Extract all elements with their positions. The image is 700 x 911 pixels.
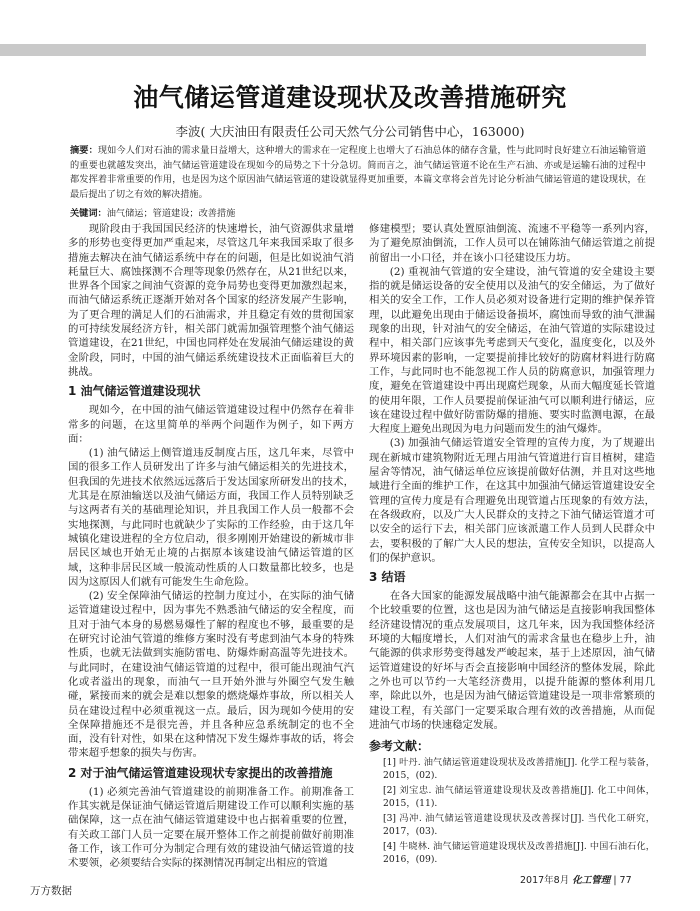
section-1-paragraph-2: (1) 油气储运上侧管道违反制度占压，这几年来，尽管中国的很多工作人员研发出了许多与油气储运相关的先进技术，但我国的先进技术依然远远落后于发达国家所研发出的技术，尤其是在原油输送以及油气储运方面，我国工作人员特别缺乏与这两者有关的基础理论知识，并且我国工作人员一般都不会实地探测，与此同时也就缺少了实际的工作经验，由于这几年城镇化建设进程的全方位启动，很多刚刚开始建设的新城市非居民区域也开始无止境的占据原本该建设油气储运管道的区域，这种非居民区域一般流动性质的人口数量都比较多，也是因为这原因人们就有可能发生生命危险。 bbox=[68, 447, 354, 588]
conclusion-heading: 3 结语 bbox=[369, 570, 406, 585]
author-line: 李波( 大庆油田有限责任公司天然气分公司销售中心，163000) bbox=[175, 124, 525, 139]
section-1-paragraph-3: (2) 安全保障油气储运的控制力度过小，在实际的油气储运管道建设过程中，因为事先不熟悉油气储运的安全程度，而且对于油气本身的易燃易爆性了解的程度也不够，最重要的是在研究讨论油气管道的维修方案时没有考虑到油气本身的特殊性质，也就无法做到实施防雷电、防爆炸耐高温等先进技术。与此同时，在建设油气储运管道的过程中，很可能出现油气汽化或者溢出的现象，而油气一旦开始外泄与外圈空气发生触碰，紧接而来的就会是难以想象的燃烧爆炸事故，所以相关人员在建设过程中必须重视这一点。最后，因为现如今使用的安全保障措施还不是很完善，并且各种应急系统制定的也不全面，没有针对性，如果在这种情况下发生爆炸事故的话，将会带来超乎想象的损失与伤害。 bbox=[68, 590, 354, 760]
keywords-label: 关键词： bbox=[70, 208, 107, 219]
reference-item: [3] 冯冲. 油气储运管道建设现状及改善探讨[J]. 当代化工研究，2017，(03). bbox=[383, 813, 655, 838]
reference-item: [4] 牛晓林. 油气储运管道建设现状及改善措施[J]. 中国石油石化，2016，(09). bbox=[383, 841, 655, 866]
page-number: 77 bbox=[619, 875, 632, 886]
section-2-heading: 2 对于油气储运管道建设现状专家提出的改善措施 bbox=[68, 765, 333, 780]
right-column bbox=[369, 222, 655, 868]
reference-item: [1] 叶丹. 油气储运管道建设现状及改善措施[J]. 化学工程与装备，2015，(02). bbox=[383, 757, 655, 782]
header-bar bbox=[0, 44, 646, 56]
section-2-paragraph-3: (3) 加强油气储运管道安全管理的宣传力度，为了规避出现在新城市建筑物附近无理占用油气管道进行盲目植树，建造屋舍等情况，油气储运单位应该提前做好估测，并且对这些地域进行全面的维护工作，在这其中加强油气储运管道建设安全管理的宣传力度是有合理避免出现管道占压现象的有效方法，在各级政府，以及广大人民群众的支持之下油气储运管道才可以安全的运行下去，相关部门应该派遣工作人员到人民群众中去，要积极的了解广大人民的想法，宣传安全知识，以提高人们的保护意识。 bbox=[369, 437, 655, 564]
abstract bbox=[70, 144, 646, 202]
section-2-paragraph-1: (1) 必须完善油气管道建设的前期准备工作。前期准备工作其实就是保证油气储运管道后期建设工作可以顺利实施的基础保障，这一点在油气储运管道建设中也占据着重要的位置，有关政工部门人员一定要在展开整体工作之前提前做好前期准备工作，该工作可分为制定合理有效的建设油气储运管道的技术要领，必须要结合实际的探测情况再制定出相应的管道 bbox=[68, 785, 354, 870]
page-title: 油气储运管道建设现状及改善措施研究 bbox=[133, 83, 567, 112]
issue-date: 2017年8月 bbox=[520, 875, 570, 886]
section-1-paragraph-1: 现如今，在中国的油气储运管道建设过程中仍然存在着非常多的问题，在这里简单的举两个问题作为例子，如下两方面： bbox=[68, 404, 354, 445]
footer-separator: | bbox=[613, 875, 617, 886]
references-list bbox=[369, 756, 655, 866]
abstract-label: 摘要： bbox=[70, 145, 98, 156]
keywords bbox=[70, 205, 646, 219]
journal-name: 化工管理 bbox=[572, 875, 611, 886]
references-heading: 参考文献： bbox=[369, 739, 430, 754]
watermark-text: 万方数据 bbox=[30, 885, 72, 897]
intro-paragraph: 现阶段由于我国国民经济的快速增长，油气资源供求量增多的形势也变得更加严重起来，尽管这几年来我国采取了很多措施去解决在油气储运系统中存在的问题，但是比如说油气消耗量巨大、腐蚀探测不合理等现象仍然存在，从21世纪以来，世界各个国家之间油气资源的竞争局势也变得更加激烈起来，而油气储运系统正逐渐开始对各个国家的经济发展产生影响，为了更合理的满足人们的石油需求，并且稳定有效的贯彻国家的可持续发展经济方针，相关部门就需加强管理整个油气储运管道建设，在21世纪，中国也同样处在发展油气储运建设的黄金阶段，同时，中国的油气储运系统建设技术正面临着巨大的挑战。 bbox=[68, 223, 354, 378]
section-2-paragraph-1-continued: 修建模型；要认真处置原油倒流、流速不平稳等一系列内容，为了避免原油倒流，工作人员可以在铺陈油气储运管道之前提前留出一小口径，并在该小口径建设压力坊。 bbox=[369, 223, 655, 264]
keywords-text: 油气储运；管道建设；改善措施 bbox=[106, 208, 236, 219]
reference-item: [2] 刘宝忠. 油气储运管道建设现状及改善措施[J]. 化工中间体，2015，(11). bbox=[383, 785, 655, 810]
page-footer bbox=[520, 872, 632, 886]
left-column bbox=[68, 222, 354, 870]
conclusion-paragraph: 在各大国家的能源发展战略中油气能源都会在其中占据一个比较重要的位置，这也是因为油气储运是直接影响我国整体经济建设情况的重点发展项目，这几年来，因为我国整体经济环境的大幅度增长，人们对油气的需求含量也在稳步上升，油气能源的供求形势变得越发严峻起来，基于上述原因，油气储运管道建设的好坏与否会直接影响中国经济的整体发展，除此之外也可以节约一大笔经济费用，以提升能源的整体利用几率，除此以外，也是因为油气储运管道建设是一项非常繁琐的建设工程，有关部门一定要采取合理有效的改善措施，从而促进油气市场的快速稳定发展。 bbox=[369, 590, 655, 731]
section-1-heading: 1 油气储运管道建设现状 bbox=[68, 384, 201, 399]
section-2-paragraph-2: (2) 重视油气管道的安全建设，油气管道的安全建设主要指的就是储运设备的安全使用以及油气的安全储运，为了做好相关的安全工作，工作人员必须对设备进行定期的维护保养管理，以此避免出现由于储运设备损坏，腐蚀而导致的油气泄漏现象的出现，针对油气的安全储运，在油气管道的实际建设过程中，相关部门应该事先考虑到天气变化，温度变化，以及外界环境因素的影响，一定要提前排比较好的防腐材料进行防腐工作，与此同时也不能忽视工作人员的防腐意识，加强管理力度，避免在管道建设中再出现腐烂现象，从而大幅度延长管道的使用年限，工作人员要提前保证油气可以顺利进行储运，应该在建设过程中做好防雷防爆的措施、要实时监测电源，在最大程度上避免出现因为电力问题而发生的油气爆炸。 bbox=[369, 265, 655, 436]
abstract-text: 现如今人们对石油的需求量日益增大，这种增大的需求在一定程度上也增大了石油总体的储存含量，性与此同时良好建立石油运输管道的重要也就越发突出，油气储运管道建设在现如今的局势之下十分急切。简而言之，油气储运管道不论在生产石油、亦或是运输石油的过程中都发挥着非常重要的作用，也是因为这个原因油气储运管道的建设就显得更加重要，本篇文章将会首先讨论分析油气储运管道的建设现状，在最后提出了切之有效的解决措施。 bbox=[70, 145, 647, 200]
